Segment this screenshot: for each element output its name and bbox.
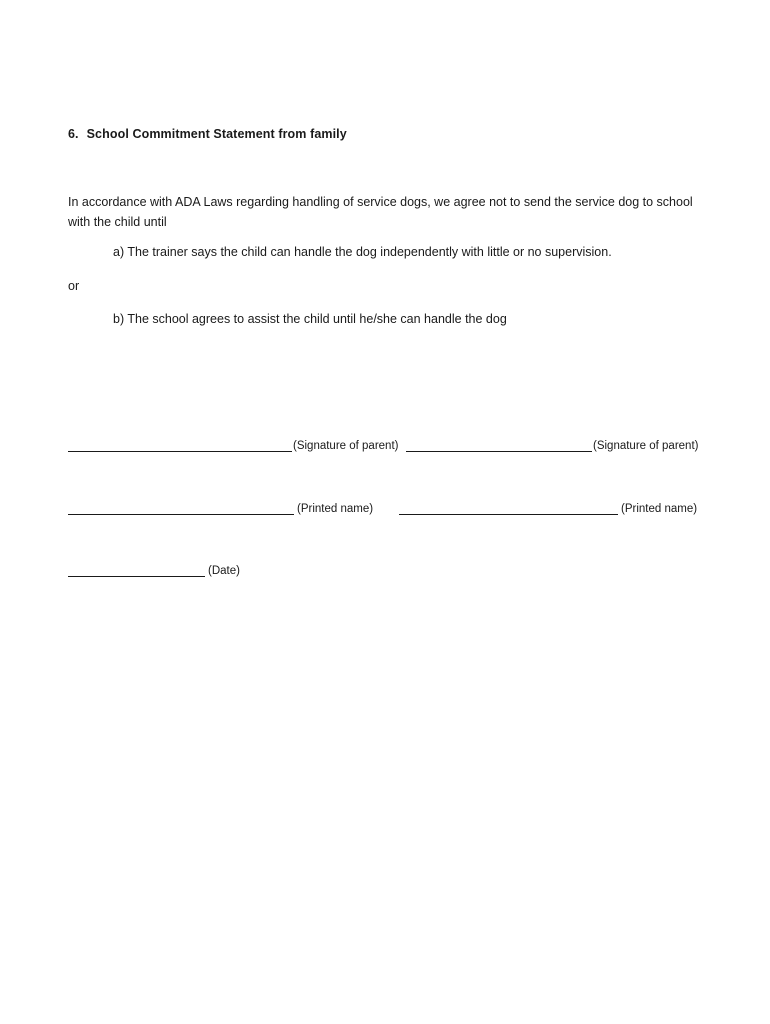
option-or: or xyxy=(68,279,80,293)
signature-line[interactable] xyxy=(406,439,592,452)
parent-signature-field-2 xyxy=(406,439,698,452)
commitment-paragraph xyxy=(68,192,718,232)
option-a: a) The trainer says the child can handle the dog independently with little or no supervision. xyxy=(113,245,612,259)
printed-name-line[interactable] xyxy=(68,502,294,515)
printed-name-label: (Printed name) xyxy=(621,503,698,515)
parent-signature-field-1 xyxy=(68,439,398,452)
signature-label: (Signature of parent) xyxy=(593,440,699,452)
printed-name-label: (Printed name) xyxy=(297,503,374,515)
signature-line[interactable] xyxy=(68,439,292,452)
option-b: b) The school agrees to assist the child until he/she can handle the dog xyxy=(113,312,507,326)
paragraph-line-1: In accordance with ADA Laws regarding handling of service dogs, we agree not to send the service dog to school xyxy=(68,195,693,209)
date-line[interactable] xyxy=(68,564,205,577)
printed-name-line[interactable] xyxy=(399,502,618,515)
section-number: 6. xyxy=(68,127,79,141)
printed-name-field-1 xyxy=(68,502,373,515)
printed-name-field-2 xyxy=(399,502,697,515)
section-heading xyxy=(68,127,347,141)
signature-label: (Signature of parent) xyxy=(293,440,399,452)
date-label: (Date) xyxy=(208,565,240,577)
section-title: School Commitment Statement from family xyxy=(86,127,347,141)
date-field xyxy=(68,564,240,577)
paragraph-line-2: with the child until xyxy=(68,215,167,229)
